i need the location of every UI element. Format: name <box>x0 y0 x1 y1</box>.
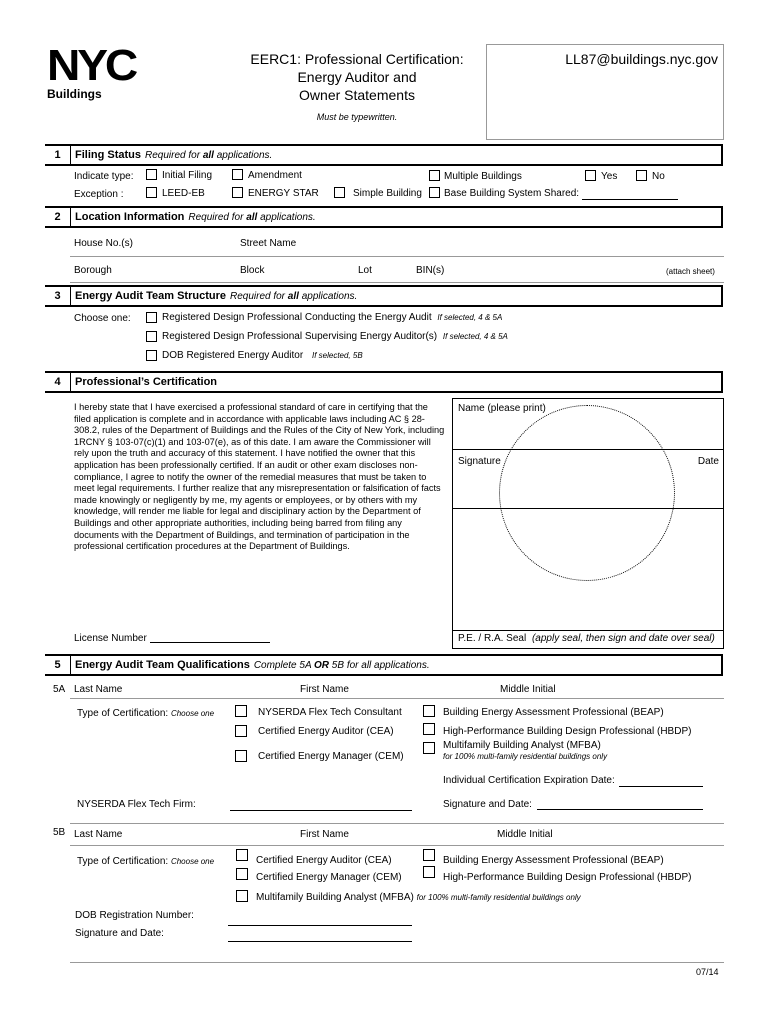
nyserda-firm-field[interactable] <box>230 810 412 811</box>
license-number-field[interactable] <box>150 642 270 643</box>
initial-filing-label: Initial Filing <box>162 170 213 181</box>
nyc-logo <box>47 41 157 102</box>
logo-text: NYC <box>47 41 136 90</box>
hbdp-label-5a: High-Performance Building Design Professional (HBDP) <box>443 726 692 737</box>
type-cert-text: Type of Certification: <box>77 708 169 719</box>
simple-building-label: Simple Building <box>353 188 422 199</box>
section-title <box>75 659 430 671</box>
cem-label-5a: Certified Energy Manager (CEM) <box>258 751 404 762</box>
dob-registration-label: DOB Registration Number: <box>75 910 194 921</box>
yes-label: Yes <box>601 171 618 182</box>
borough-label: Borough <box>74 265 112 276</box>
cem-checkbox-5a[interactable] <box>235 750 247 762</box>
exception-label: Exception : <box>74 189 124 200</box>
no-label: No <box>652 171 665 182</box>
last-name-label-5b: Last Name <box>74 829 123 840</box>
dob-auditor-label <box>162 350 363 361</box>
req-suffix: 5B for all applications. <box>329 660 430 671</box>
signature-date-label-5b: Signature and Date: <box>75 928 164 939</box>
indicate-type-label: Indicate type: <box>74 171 134 182</box>
section-requirement <box>230 291 357 302</box>
beap-label-5b: Building Energy Assessment Professional (BEAP) <box>443 855 664 866</box>
dob-registration-field[interactable] <box>228 925 412 926</box>
first-name-label-5b: First Name <box>300 829 349 840</box>
section-number: 2 <box>45 208 71 226</box>
mfba-label-5a: Multifamily Building Analyst (MFBA) <box>443 740 601 751</box>
section-title-text: Location Information <box>75 211 185 223</box>
section-number: 5 <box>45 656 71 674</box>
section-number: 3 <box>45 287 71 305</box>
base-building-label: Base Building System Shared: <box>444 188 580 199</box>
choose-one-label: Choose one: <box>74 313 131 324</box>
seal-label <box>458 633 715 644</box>
email-box <box>486 44 724 140</box>
name-field-line-5a[interactable] <box>70 698 724 699</box>
dob-auditor-text: DOB Registered Energy Auditor <box>162 350 304 361</box>
rdp-supervising-note: If selected, 4 & 5A <box>442 332 508 341</box>
multiple-buildings-checkbox[interactable] <box>429 170 440 181</box>
energy-star-label: ENERGY STAR <box>248 188 319 199</box>
last-name-label-5a: Last Name <box>74 684 123 695</box>
signature-date-field-5b[interactable] <box>228 941 412 942</box>
section-number: 4 <box>45 373 71 391</box>
first-name-label-5a: First Name <box>300 684 349 695</box>
req-prefix: Complete 5A <box>253 660 315 671</box>
req-bold: OR <box>314 660 330 671</box>
cea-checkbox-5a[interactable] <box>235 725 247 737</box>
req-bold: all <box>287 291 299 302</box>
lot-label: Lot <box>358 265 372 276</box>
rdp-supervising-text: Registered Design Professional Supervising Energy Auditor(s) <box>162 331 438 342</box>
mfba-checkbox-5b[interactable] <box>236 890 248 902</box>
req-suffix: applications. <box>298 291 358 302</box>
subsection-5b-label: 5B <box>53 827 66 838</box>
amendment-label: Amendment <box>248 170 302 181</box>
house-no-label: House No.(s) <box>74 238 133 249</box>
form-title <box>212 50 502 126</box>
req-suffix: applications. <box>213 150 273 161</box>
section-3-header <box>45 285 723 307</box>
middle-initial-label-5b: Middle Initial <box>497 829 553 840</box>
certification-statement: I hereby state that I have exercised a professional standard of care in certifying that the filed application is complete and in accordance with applicable laws including AC § 28-308.2, rules of the Department of Buildings and the Rules of the City of New York, including 1RCNY § 103-07(c)(1) and 103-07(e), as of this date. I am aware the Commissioner will rely upon the truth and accuracy of this statement. I have notified the owner that this application has been professionally certified. If an audit or other exam discloses non-compliance, I agree to notify the owner of the remedial measures that must be taken to meet legal requirements. I further realize that any misrepresentation or falsification of facts made knowingly or negligently by me, my agents or employees, or by others with my knowledge, will render me liable for legal and disciplinary action by the Department of Buildings and other appropriate authorities, including being barred from filing any documents with the Department of Buildings, and termination of participation in the professional certification procedures at the Department of Buildings. <box>74 402 445 552</box>
signature-label: Signature <box>458 456 501 467</box>
section-requirement <box>145 150 272 161</box>
section-number: 1 <box>45 146 71 164</box>
title-line-1: EERC1: Professional Certification: <box>250 51 464 67</box>
name-print-label: Name (please print) <box>458 403 546 414</box>
section-2-header <box>45 206 723 228</box>
revision-date: 07/14 <box>696 967 719 977</box>
section-4-header <box>45 371 723 393</box>
street-name-label: Street Name <box>240 238 297 249</box>
mfba-label-5b <box>256 892 581 903</box>
nyserda-consultant-label: NYSERDA Flex Tech Consultant <box>258 707 402 718</box>
section-title <box>75 149 272 161</box>
req-prefix: Required for <box>145 150 203 161</box>
beap-label-5a: Building Energy Assessment Professional (BEAP) <box>443 707 664 718</box>
section-title-text: Professional’s Certification <box>75 376 218 388</box>
dob-auditor-note: If selected, 5B <box>311 351 363 360</box>
block-label: Block <box>240 265 265 276</box>
type-cert-label-5b <box>77 856 214 867</box>
section-title-text: Filing Status <box>75 149 141 161</box>
initial-filing-checkbox[interactable] <box>146 169 157 180</box>
license-number-label: License Number <box>74 633 147 644</box>
req-bold: all <box>202 150 214 161</box>
seal-label-text: P.E. / R.A. Seal <box>458 633 527 644</box>
choose-one-note: Choose one <box>170 709 215 718</box>
section-title-text: Energy Audit Team Structure <box>75 290 226 302</box>
nyserda-firm-label: NYSERDA Flex Tech Firm: <box>77 799 196 810</box>
choose-one-note: Choose one <box>170 857 215 866</box>
subsection-5a-label: 5A <box>53 684 66 695</box>
rdp-conducting-label <box>162 312 502 323</box>
section-title <box>75 376 217 388</box>
rdp-supervising-label <box>162 331 508 342</box>
middle-initial-label-5a: Middle Initial <box>500 684 556 695</box>
seal-box <box>452 398 724 649</box>
no-checkbox[interactable] <box>636 170 647 181</box>
hbdp-checkbox-5a[interactable] <box>423 723 435 735</box>
bin-label: BIN(s) <box>416 265 445 276</box>
logo-subtitle: Buildings <box>47 87 102 101</box>
signature-date-label-5a: Signature and Date: <box>443 799 532 810</box>
rdp-conducting-text: Registered Design Professional Conducting the Energy Audit <box>162 312 432 323</box>
title-line-3: Owner Statements <box>299 87 415 103</box>
seal-divider <box>453 630 723 631</box>
rdp-conducting-checkbox[interactable] <box>146 312 157 323</box>
rdp-supervising-checkbox[interactable] <box>146 331 157 342</box>
subsection-divider <box>70 823 724 824</box>
attach-sheet-note: (attach sheet) <box>666 267 715 276</box>
name-field-line-5b[interactable] <box>70 845 724 846</box>
seal-note: (apply seal, then sign and date over seal) <box>531 633 715 644</box>
section-requirement <box>188 212 315 223</box>
footer-divider <box>70 962 724 963</box>
beap-checkbox-5a[interactable] <box>423 705 435 717</box>
mfba-checkbox-5a[interactable] <box>423 742 435 754</box>
section-1-header <box>45 144 723 166</box>
cea-label-5b: Certified Energy Auditor (CEA) <box>256 855 392 866</box>
nyserda-consultant-checkbox[interactable] <box>235 705 247 717</box>
signature-date-field-5a[interactable] <box>537 809 703 810</box>
seal-circle[interactable] <box>499 405 675 581</box>
dob-auditor-checkbox[interactable] <box>146 350 157 361</box>
req-suffix: applications. <box>257 212 316 223</box>
expiration-label: Individual Certification Expiration Date: <box>443 775 615 786</box>
mfba-text-5b: Multifamily Building Analyst (MFBA) <box>256 892 414 903</box>
energy-star-checkbox[interactable] <box>232 187 243 198</box>
rdp-conducting-note: If selected, 4 & 5A <box>437 313 503 322</box>
leed-checkbox[interactable] <box>146 187 157 198</box>
section-requirement <box>254 660 430 671</box>
title-subtitle: Must be typewritten. <box>316 112 398 122</box>
date-label: Date <box>697 456 719 467</box>
house-street-field-line[interactable] <box>70 256 724 257</box>
simple-building-checkbox[interactable] <box>334 187 345 198</box>
base-building-field[interactable] <box>582 199 678 200</box>
borough-field-line[interactable] <box>70 282 724 283</box>
amendment-checkbox[interactable] <box>232 169 243 180</box>
leed-label: LEED-EB <box>162 188 205 199</box>
req-prefix: Required for <box>229 291 288 302</box>
title-line-2: Energy Auditor and <box>297 69 417 85</box>
multiple-buildings-label: Multiple Buildings <box>444 171 522 182</box>
cea-checkbox-5b[interactable] <box>236 849 248 861</box>
expiration-field[interactable] <box>619 786 703 787</box>
section-title <box>75 290 357 302</box>
yes-checkbox[interactable] <box>585 170 596 181</box>
cem-checkbox-5b[interactable] <box>236 868 248 880</box>
hbdp-label-5b: High-Performance Building Design Professional (HBDP) <box>443 872 692 883</box>
req-prefix: Required for <box>188 212 247 223</box>
type-cert-label-5a <box>77 708 214 719</box>
cea-label-5a: Certified Energy Auditor (CEA) <box>258 726 394 737</box>
mfba-note-5b: for 100% multi-family residential buildings only <box>416 893 581 902</box>
type-cert-text: Type of Certification: <box>77 856 169 867</box>
section-title-text: Energy Audit Team Qualifications <box>75 659 250 671</box>
req-bold: all <box>246 212 258 223</box>
cem-label-5b: Certified Energy Manager (CEM) <box>256 872 402 883</box>
hbdp-checkbox-5b[interactable] <box>423 866 435 878</box>
section-5-header <box>45 654 723 676</box>
email-address: LL87@buildings.nyc.gov <box>565 51 718 67</box>
mfba-note-5a: for 100% multi-family residential buildings only <box>443 752 608 761</box>
base-building-checkbox[interactable] <box>429 187 440 198</box>
section-title <box>75 211 316 223</box>
beap-checkbox-5b[interactable] <box>423 849 435 861</box>
